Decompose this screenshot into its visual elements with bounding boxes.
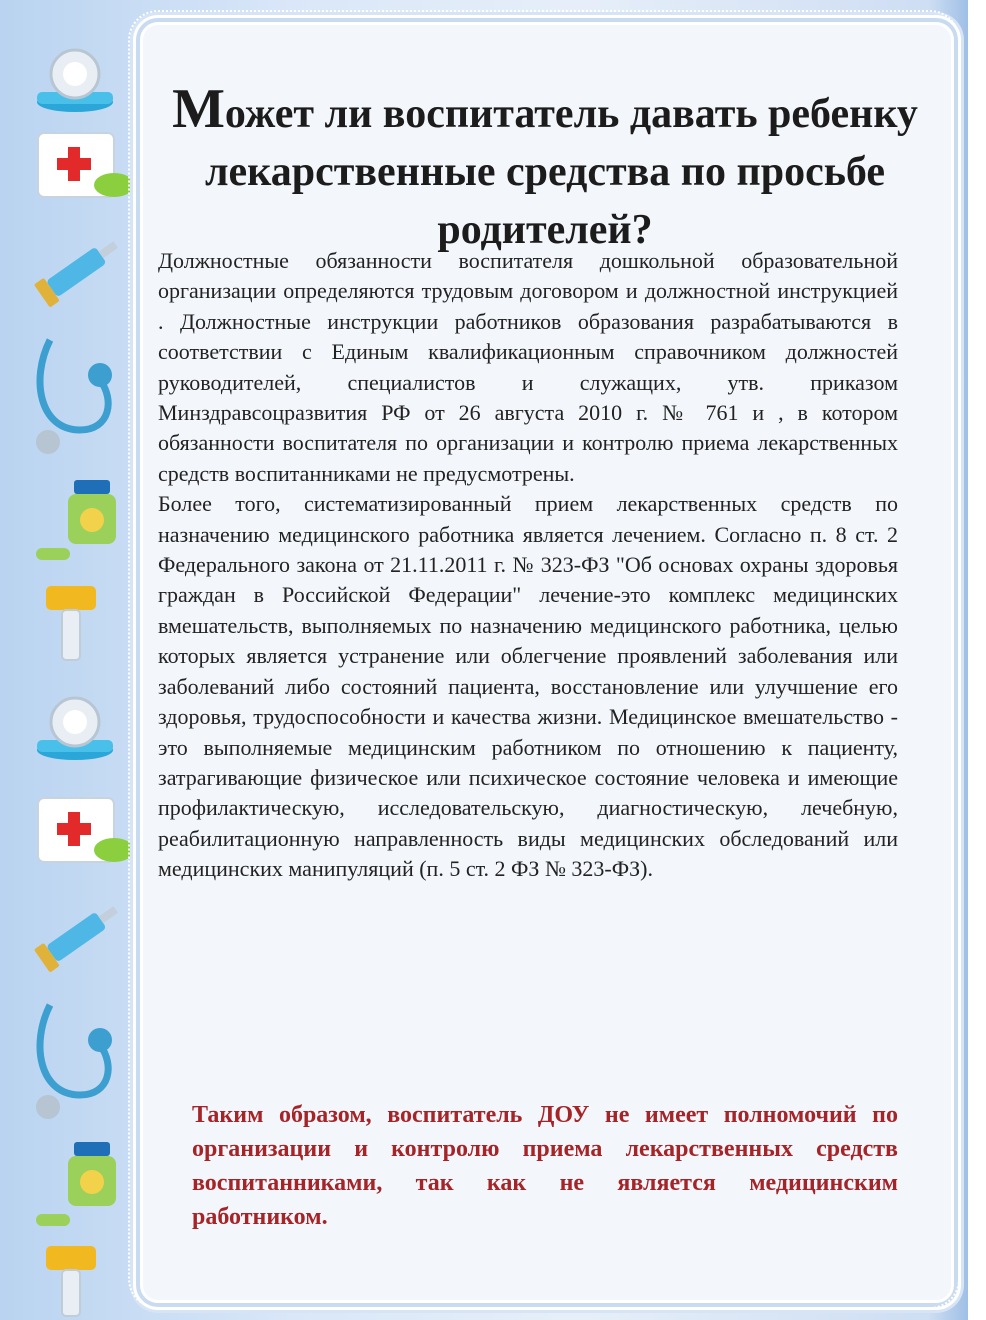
- scale-icon: [30, 688, 120, 768]
- syringe-icon: [26, 890, 136, 980]
- stethoscope-icon: [20, 995, 130, 1125]
- page-title: [160, 80, 930, 259]
- stethoscope-icon: [20, 330, 130, 460]
- pill-icon: [34, 544, 74, 564]
- syringe-icon: [26, 225, 136, 315]
- pill-icon: [34, 1210, 74, 1230]
- conclusion-text: Таким образом, воспитатель ДОУ не имеет полномочий по организации и контролю приема лекарственных средств воспитанниками, так как не является медицинским работником.: [192, 1102, 898, 1230]
- body-text: [158, 246, 898, 885]
- paragraph-treatment-definition: Более того, систематизированный прием лекарственных средств по назначению медицинского работника является лечением. Согласно п. 8 ст. 2 Федерального закона от 21.11.2011 г. № 323-ФЗ "Об основах охраны здоровья граждан в Российской Федерации" лечение-это комплекс медицинских вмешательств, выполняемых по назначению медицинского работника, целью которых является устранение или облегчение проявлений заболевания или заболеваний либо состояний пациента, восстановление или улучшение его здоровья, трудоспособности и качества жизни. Медицинское вмешательство - это выполняемые медицинским работником по отношению к пациенту, затрагивающие физическое или психическое состояние человека и имеющие профилактическую, исследовательскую, диагностическую, лечебную, реабилитационную направленность виды медицинских обследований или медицинских манипуляций (п. 5 ст. 2 ФЗ № 323-ФЗ).: [158, 491, 898, 882]
- title-text: ожет ли воспитатель давать ребенку лекарственные средства по просьбе родителей?: [204, 91, 918, 253]
- pill-bottle-icon: [62, 1140, 122, 1210]
- pill-bottle-icon: [62, 478, 122, 548]
- first-aid-kit-icon: [34, 125, 134, 210]
- first-aid-kit-icon: [34, 790, 134, 875]
- paragraph-job-duties: Должностные обязанности воспитателя дошкольной образовательной организации определяются трудовым договором и должностной инструкцией . Должностные инструкции работников образования разрабатываются в соответствии с Единым квалификационным справочником должностей руководителей, специалистов и служащих, утв. приказом Минздравсоцразвития РФ от 26 августа 2010 г. № 761 и , в котором обязанности воспитателя по организации и контролю приема лекарственных средств воспитанниками не предусмотрены.: [158, 248, 898, 486]
- scale-icon: [30, 40, 120, 120]
- title-first-letter: М: [172, 78, 225, 140]
- dropper-icon: [38, 580, 108, 670]
- dropper-icon: [38, 1240, 108, 1318]
